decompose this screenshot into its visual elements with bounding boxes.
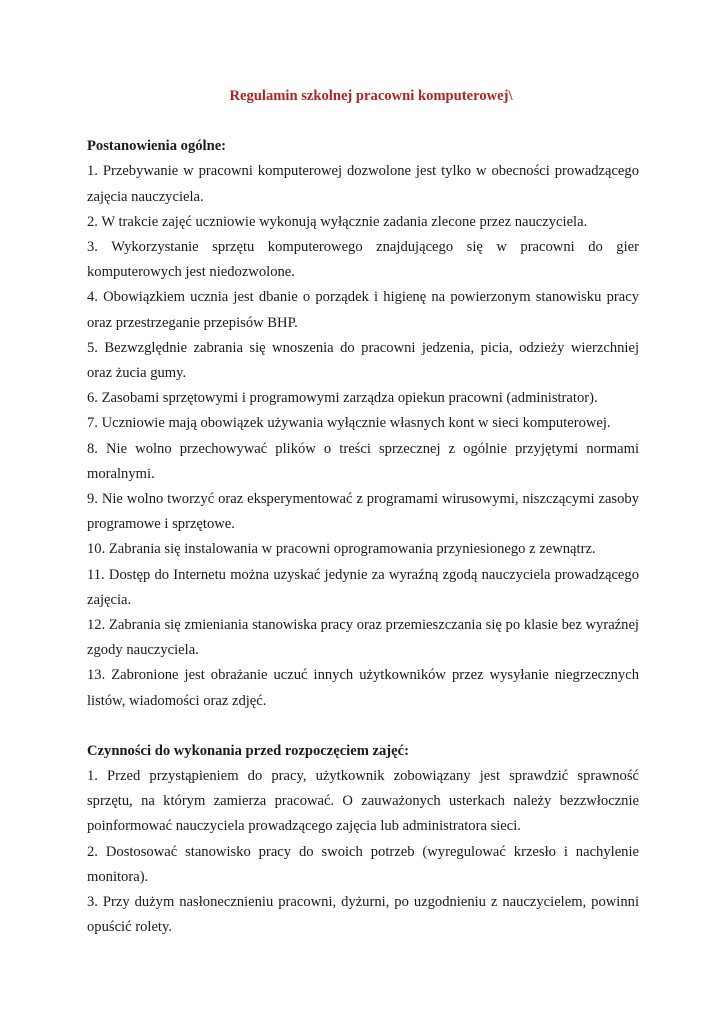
list-item: 13. Zabronione jest obrażanie uczuć innych użytkowników przez wysyłanie niegrzecznych listów, wiadomości oraz zdjęć.: [87, 667, 639, 709]
list-item: 3. Przy dużym nasłonecznieniu pracowni, dyżurni, po uzgodnieniu z nauczycielem, powinni opuścić rolety.: [87, 894, 639, 936]
section-before-class: [87, 739, 639, 941]
list-item: 1. Przebywanie w pracowni komputerowej dozwolone jest tylko w obecności prowadzącego zajęcia nauczyciela.: [87, 163, 639, 205]
list-item: 1. Przed przystąpieniem do pracy, użytkownik zobowiązany jest sprawdzić sprawność sprzętu, na którym zamierza pracować. O zauważonych usterkach należy bezzwłocznie poinformować nauczyciela prowadzącego zajęcia lub administratora sieci.: [87, 768, 639, 835]
list-item: 7. Uczniowie mają obowiązek używania wyłącznie własnych kont w sieci komputerowej.: [87, 415, 611, 432]
document-title: Regulamin szkolnej pracowni komputerowej\: [229, 88, 513, 104]
list-item: 3. Wykorzystanie sprzętu komputerowego znajdującego się w pracowni do gier komputerowych jest niedozwolone.: [87, 239, 639, 281]
list-item: 11. Dostęp do Internetu można uzyskać jedynie za wyraźną zgodą nauczyciela prowadzącego zajęcia.: [87, 566, 639, 608]
list-item: 2. Dostosować stanowisko pracy do swoich potrzeb (wyregulować krzesło i nachylenie monitora).: [87, 843, 639, 885]
list-item: 12. Zabrania się zmieniania stanowiska pracy oraz przemieszczania się po klasie bez wyraźnej zgody nauczyciela.: [87, 617, 639, 659]
list-item: 8. Nie wolno przechowywać plików o treści sprzecznej z ogólnie przyjętymi normami moralnymi.: [87, 440, 639, 482]
list-item: 6. Zasobami sprzętowymi i programowymi zarządza opiekun pracowni (administrator).: [87, 390, 598, 407]
list-item: 5. Bezwzględnie zabrania się wnoszenia do pracowni jedzenia, picia, odzieży wierzchniej oraz żucia gumy.: [87, 339, 639, 382]
document-page: [87, 84, 639, 941]
list-item: 4. Obowiązkiem ucznia jest dbanie o porządek i higienę na powierzonym stanowisku pracy oraz przestrzeganie przepisów BHP.: [87, 289, 639, 331]
section-general-provisions: [87, 134, 639, 714]
list-item: 9. Nie wolno tworzyć oraz eksperymentować z programami wirusowymi, niszczącymi zasoby programowe i sprzętowe.: [87, 491, 639, 533]
list-item: 10. Zabrania się instalowania w pracowni oprogramowania przyniesionego z zewnątrz.: [87, 541, 596, 558]
list-item: 2. W trakcie zajęć uczniowie wykonują wyłącznie zadania zlecone przez nauczyciela.: [87, 213, 588, 230]
section-heading: Czynności do wykonania przed rozpoczęciem zajęć:: [87, 742, 409, 759]
section-heading: Postanowienia ogólne:: [87, 138, 227, 155]
